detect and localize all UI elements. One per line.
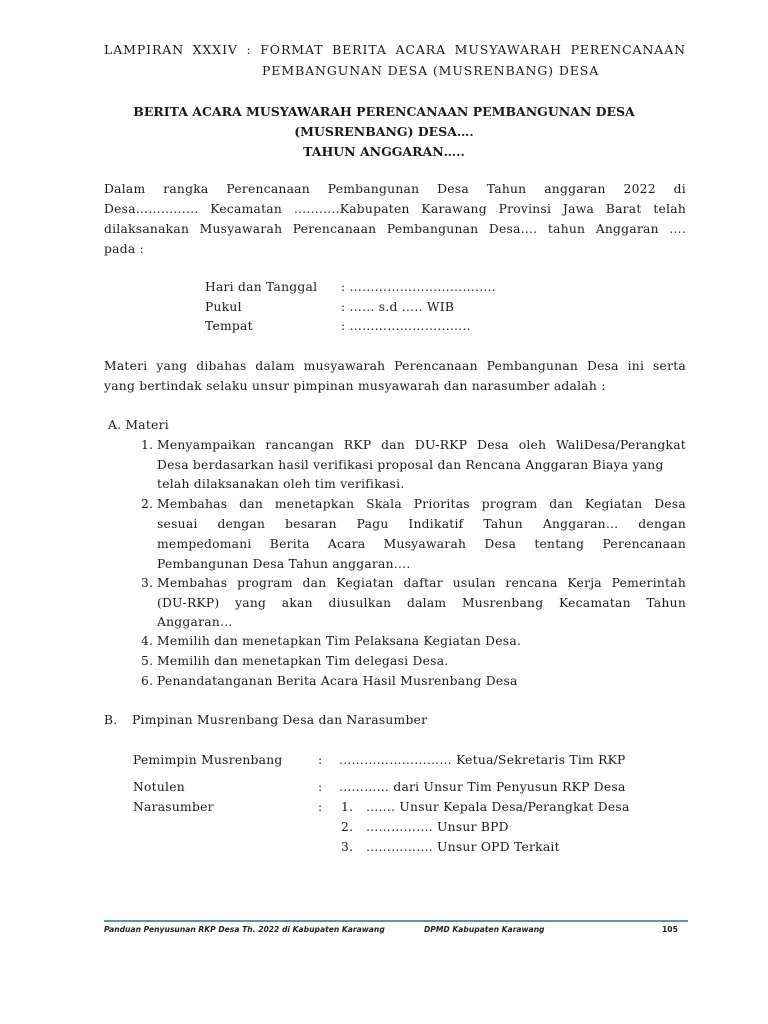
footer-guide-title: Panduan Penyusunan RKP Desa Th. 2022 di Kabupaten Karawang bbox=[104, 925, 385, 934]
narasumber-colon: : bbox=[318, 800, 323, 814]
notulen-colon: : bbox=[318, 780, 323, 794]
materi-item-2-line2: sesuai dengan besaran Pagu Indikatif Tahun Anggaran… dengan bbox=[157, 517, 686, 531]
pemimpin-label: Pemimpin Musrenbang bbox=[133, 753, 283, 767]
detail-label-date: Hari dan Tanggal bbox=[205, 280, 318, 294]
materi-item-3-number: 3. bbox=[141, 576, 154, 590]
narasumber-2-text: ……………. Unsur BPD bbox=[366, 820, 509, 834]
document-title-line1: BERITA ACARA MUSYAWARAH PERENCANAAN PEMBANGUNAN DESA bbox=[133, 104, 635, 119]
materi-item-3-line3: Anggaran… bbox=[157, 615, 233, 629]
intro-line2: Desa…………… Kecamatan ………..Kabupaten Karawang Provinsi Jawa Barat telah bbox=[104, 202, 686, 216]
detail-label-place: Tempat bbox=[205, 319, 253, 333]
narasumber-3-number: 3. bbox=[341, 840, 354, 854]
notulen-label: Notulen bbox=[133, 780, 185, 794]
materi-item-1-line3: telah dilaksanakan oleh tim verifikasi. bbox=[157, 477, 405, 491]
materi-item-2-line1: Membahas dan menetapkan Skala Prioritas program dan Kegiatan Desa bbox=[157, 497, 686, 511]
footer-page-number: 105 bbox=[662, 925, 678, 934]
materi-item-2-line3: mempedomani Berita Acara Musyawarah Desa tentang Perencanaan bbox=[157, 537, 686, 551]
materi-item-2-number: 2. bbox=[141, 497, 154, 511]
materi-item-1-line1: Menyampaikan rancangan RKP dan DU-RKP Desa oleh WaliDesa/Perangkat bbox=[157, 438, 686, 452]
footer-agency: DPMD Kabupaten Karawang bbox=[424, 925, 545, 934]
materi-item-6-line1: Penandatanganan Berita Acara Hasil Musrenbang Desa bbox=[157, 674, 518, 688]
materi-item-6-number: 6. bbox=[141, 674, 154, 688]
materi-item-4-line1: Memilih dan menetapkan Tim Pelaksana Kegiatan Desa. bbox=[157, 634, 522, 648]
narasumber-1-text: ……. Unsur Kepala Desa/Perangkat Desa bbox=[366, 800, 630, 814]
appendix-header-line1: LAMPIRAN XXXIV : FORMAT BERITA ACARA MUSYAWARAH PERENCANAAN bbox=[104, 42, 686, 57]
narasumber-3-text: ……………. Unsur OPD Terkait bbox=[366, 840, 560, 854]
materi-item-4-number: 4. bbox=[141, 634, 154, 648]
materi-item-2-line4: Pembangunan Desa Tahun anggaran…. bbox=[157, 557, 411, 571]
detail-value-time: : …… s.d ….. WIB bbox=[341, 300, 455, 314]
materi-intro-line1: Materi yang dibahas dalam musyawarah Perencanaan Pembangunan Desa ini serta bbox=[104, 359, 686, 373]
section-b-letter: B. bbox=[104, 713, 118, 727]
narasumber-label: Narasumber bbox=[133, 800, 214, 814]
pemimpin-value: ……………………… Ketua/Sekretaris Tim RKP bbox=[339, 753, 626, 767]
pemimpin-colon: : bbox=[318, 753, 323, 767]
section-b-heading: Pimpinan Musrenbang Desa dan Narasumber bbox=[132, 713, 428, 727]
appendix-header-line2: PEMBANGUNAN DESA (MUSRENBANG) DESA bbox=[262, 63, 600, 78]
document-title-line3: TAHUN ANGGARAN….. bbox=[303, 144, 465, 159]
intro-line4: pada : bbox=[104, 242, 144, 256]
detail-value-place: : ……………………….. bbox=[341, 319, 471, 333]
detail-label-time: Pukul bbox=[205, 300, 242, 314]
materi-item-3-line2: (DU-RKP) yang akan diusulkan dalam Musrenbang Kecamatan Tahun bbox=[157, 596, 686, 610]
narasumber-1-number: 1. bbox=[341, 800, 354, 814]
section-a-heading: A. Materi bbox=[108, 418, 169, 432]
materi-item-1-line2: Desa berdasarkan hasil verifikasi proposal dan Rencana Anggaran Biaya yang bbox=[157, 458, 664, 472]
detail-value-date: : …………………………….. bbox=[341, 280, 496, 294]
materi-intro-line2: yang bertindak selaku unsur pimpinan musyawarah dan narasumber adalah : bbox=[104, 379, 606, 393]
materi-item-3-line1: Membahas program dan Kegiatan daftar usulan rencana Kerja Pemerintah bbox=[157, 576, 686, 590]
document-title-line2: (MUSRENBANG) DESA…. bbox=[294, 124, 474, 139]
intro-line3: dilaksanakan Musyawarah Perencanaan Pembangunan Desa…. tahun Anggaran …. bbox=[104, 222, 686, 236]
intro-line1: Dalam rangka Perencanaan Pembangunan Desa Tahun anggaran 2022 di bbox=[104, 182, 686, 196]
narasumber-2-number: 2. bbox=[341, 820, 354, 834]
footer-divider bbox=[104, 920, 688, 922]
materi-item-5-number: 5. bbox=[141, 654, 154, 668]
notulen-value: ………… dari Unsur Tim Penyusun RKP Desa bbox=[339, 780, 626, 794]
materi-item-5-line1: Memilih dan menetapkan Tim delegasi Desa. bbox=[157, 654, 449, 668]
materi-item-1-number: 1. bbox=[141, 438, 154, 452]
